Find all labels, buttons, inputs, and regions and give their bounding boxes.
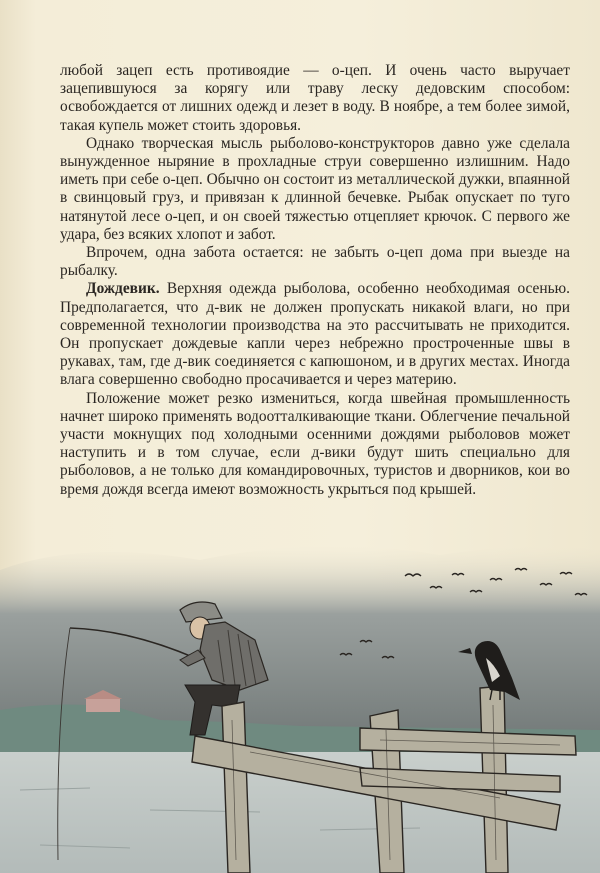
paragraph-4 bbox=[60, 280, 570, 389]
paragraph-5: Положение может резко измениться, когда швейная промышленность начнет широко применять водоотталкивающие ткани. Облегчение печальной участи мокнущих под холодными осенними дождями рыболовов может наступить и в том случае, если д-вики будут шить специально для рыболовов, а не только для командировочных, туристов и дворников, кои во время дождя всегда имеют возможность укрыться под крышей. bbox=[60, 389, 570, 498]
paragraph-2: Однако творческая мысль рыболово-конструкторов давно уже сделала вынужденное ныряние в прохладные струи совершенно излишним. Надо иметь при себе о-цеп. Обычно он состоит из металлической дужки, впаянной в свинцовый груз, и привязан к длинной бечевке. Рыбак опускает по туго натянутой лесе о-цеп, и он своей тяжестью отцепляет крючок. С первого же удара, без всяких хлопот и забот. bbox=[60, 134, 570, 243]
paragraph-1: любой зацеп есть противоядие — о-цеп. И очень часто выручает зацепившуюся за корягу или траву леску дедовским способом: освобождается от лишних одежд и лезет в воду. В ноябре, а тем более зимой, такая купель может стоить здоровья. bbox=[60, 62, 570, 134]
entry-heading: Дождевик. bbox=[86, 280, 160, 298]
paragraph-3: Впрочем, одна забота остается: не забыть о-цеп дома при выезде на рыбалку. bbox=[60, 244, 570, 280]
house bbox=[86, 698, 120, 712]
body-text bbox=[60, 62, 570, 499]
entry-text: Верхняя одежда рыболова, особенно необходимая осенью. Предполагается, что д-вик не должен пропускать никакой влаги, но при современной технологии производства на это рассчитывать не приходится. Он пропускает дождевые капли через небрежно простроченные швы в рукавах, там, где д-вик соединяется с капюшоном, и в других местах. Иногда влага совершенно свободно просачивается и через материю. bbox=[60, 280, 570, 389]
fishing-illustration bbox=[0, 530, 600, 873]
